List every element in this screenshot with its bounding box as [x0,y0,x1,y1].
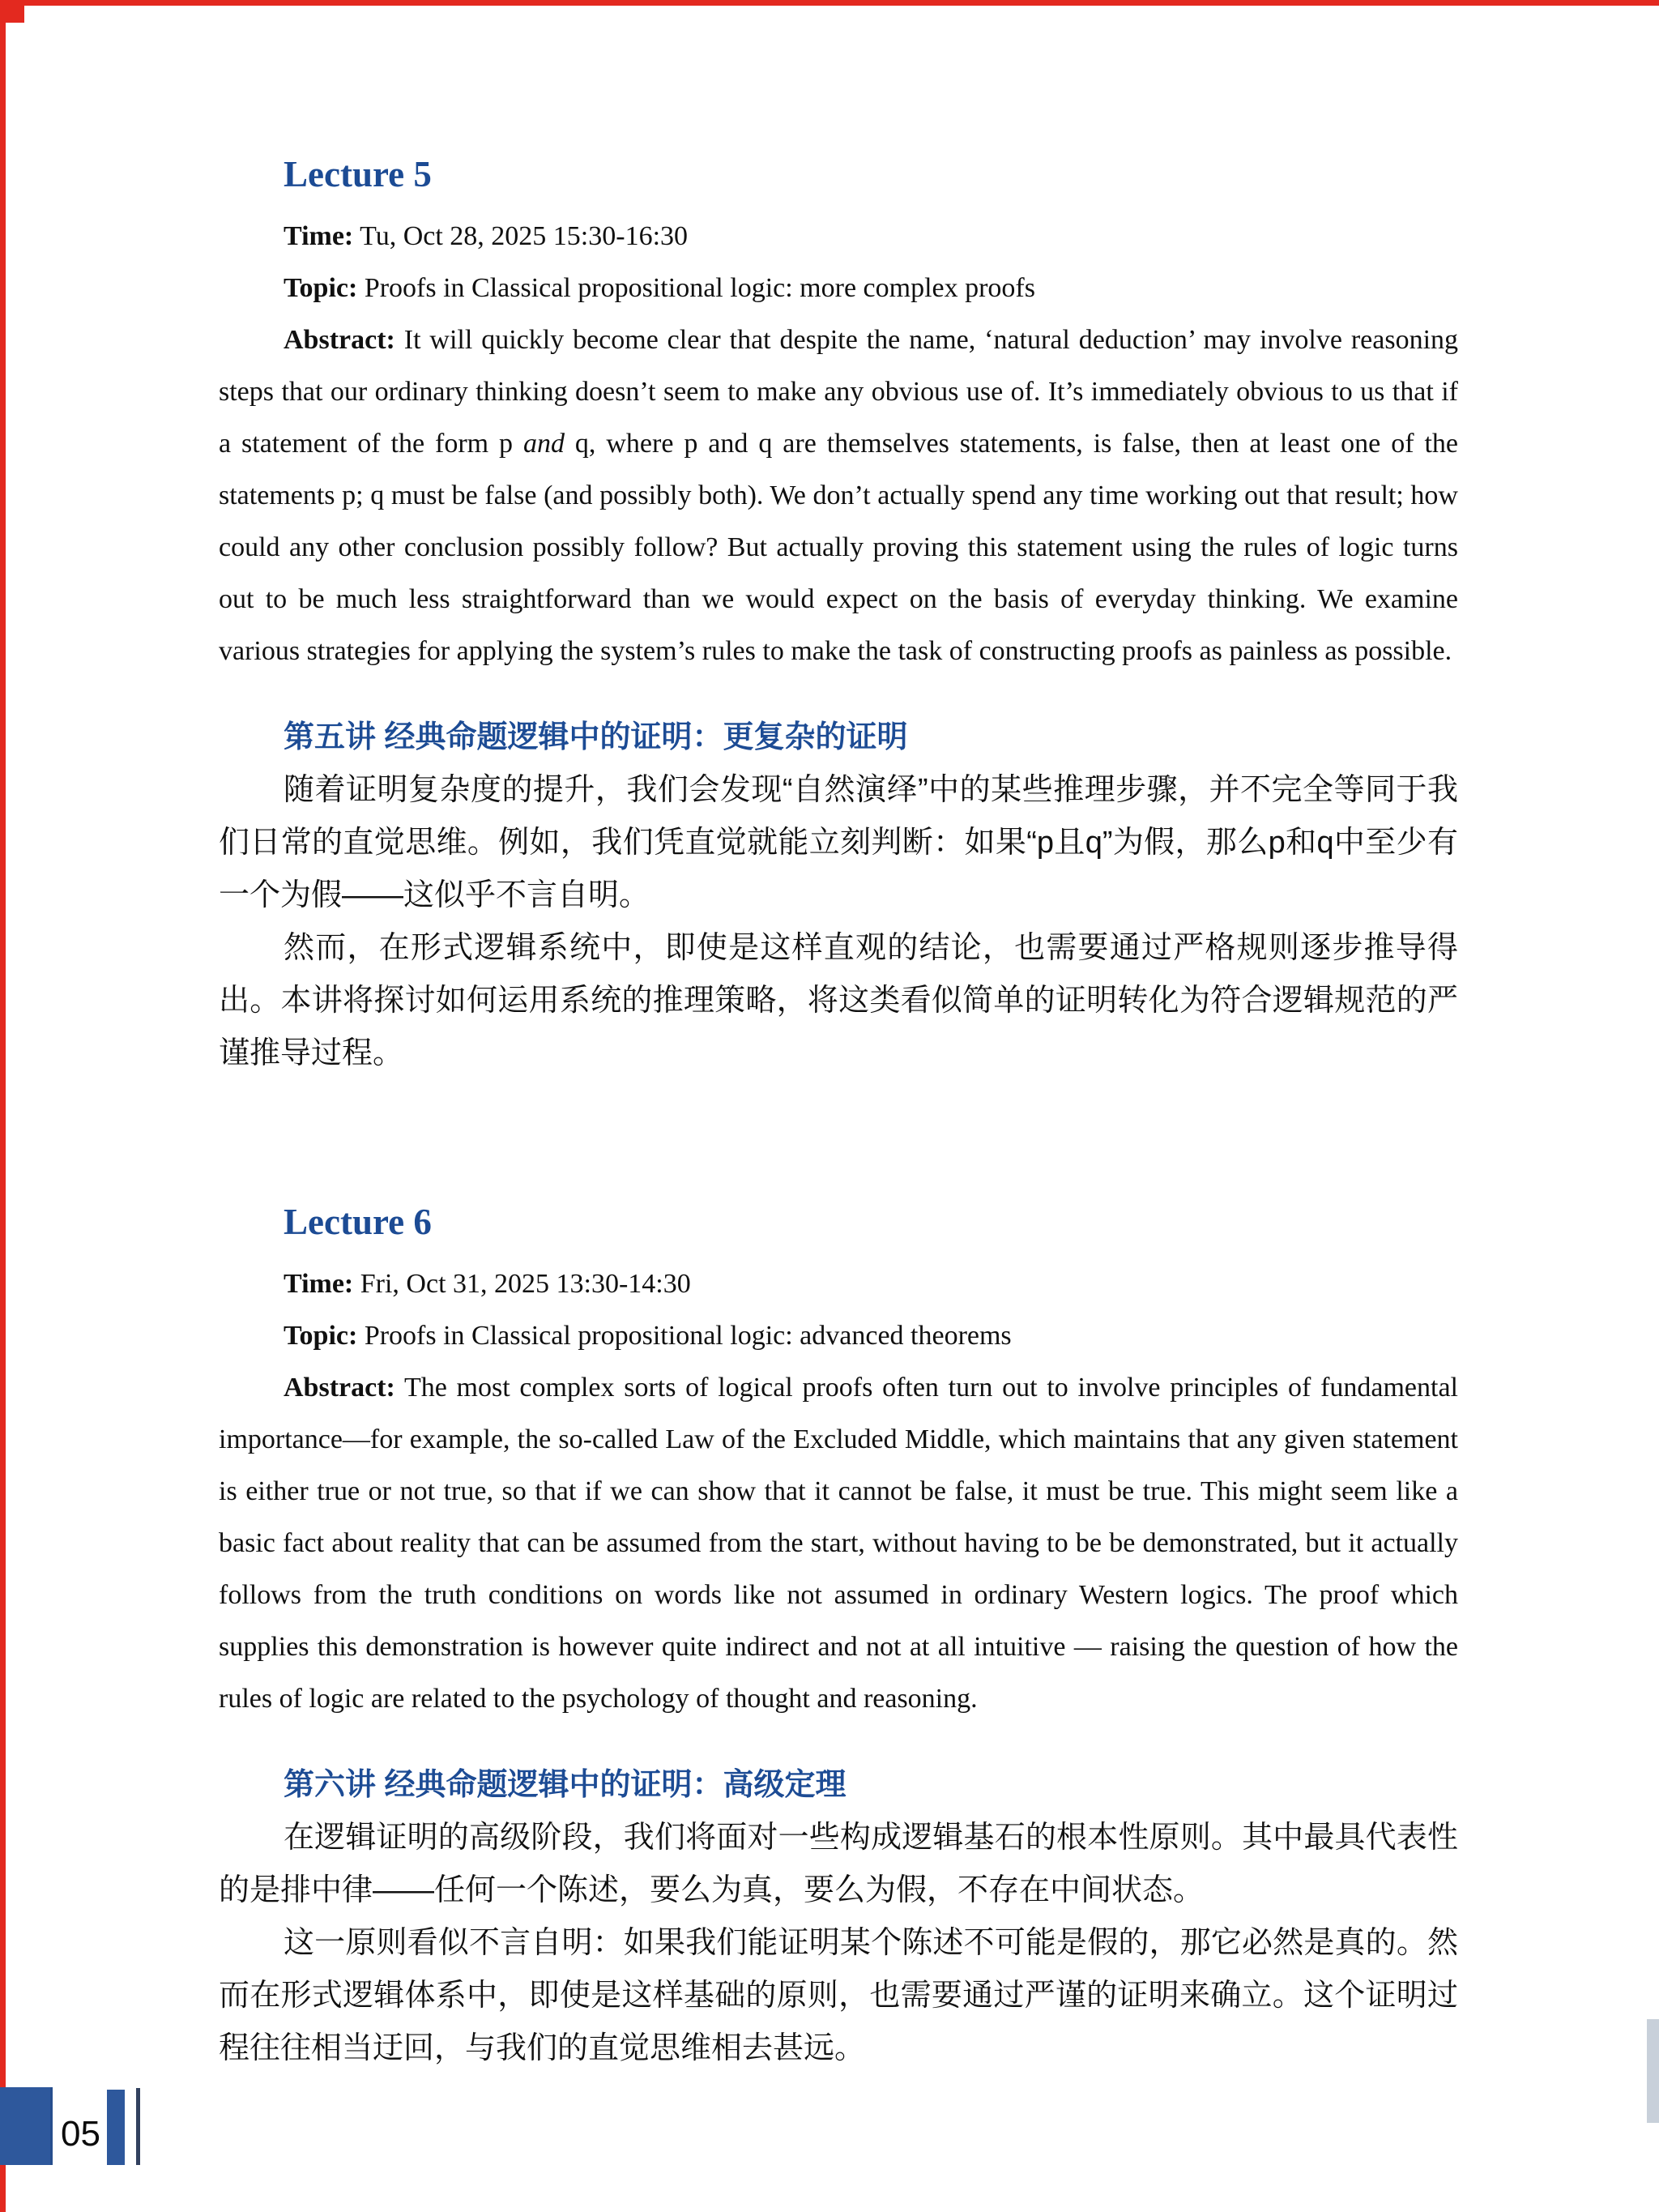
time-label: Time: [284,220,354,251]
page-footer [0,2087,140,2165]
lecture-6-abstract [219,1362,1458,1725]
lecture-5-cn-paragraph-1: 随着证明复杂度的提升，我们会发现“自然演绎”中的某些推理步骤，并不完全等同于我们日常的直觉思维。例如，我们凭直觉就能立刻判断：如果“p且q”为假，那么p和q中至少有一个为假——这似乎不言自明。 [219,772,1458,912]
lecture-6-cn-paragraph-1: 在逻辑证明的高级阶段，我们将面对一些构成逻辑基石的根本性原则。其中最具代表性的是排中律——任何一个陈述，要么为真，要么为假，不存在中间状态。 [219,1820,1458,1907]
topic-label: Topic: [284,1320,358,1351]
lecture-5-section [219,154,1458,1080]
lecture-5-time-line [284,211,1458,263]
right-edge-accent-bar [1647,2019,1659,2123]
footer-blue-bar [107,2090,125,2165]
topic-label: Topic: [284,272,358,303]
abstract-label: Abstract: [284,1372,395,1403]
lecture-5-abstract [219,314,1458,677]
topic-value: Proofs in Classical propositional logic: advanced theorems [364,1320,1012,1351]
time-value: Tu, Oct 28, 2025 15:30-16:30 [360,220,689,251]
lecture-5-cn-paragraph-2: 然而，在形式逻辑系统中，即使是这样直观的结论，也需要通过严格规则逐步推导得出。本讲将探讨如何运用系统的推理策略，将这类看似简单的证明转化为符合逻辑规范的严谨推导过程。 [219,930,1458,1070]
abstract-text: It will quickly become clear that despite the name, ‘natural deduction’ may involve reasoning steps that our ordinary thinking doesn’t seem to make any obvious use of. It’s immediately obvious to us that if a statement of the form p and q, where p and q are themselves statements, is false, then at least one of the statements p; q must be false (and possibly both). We don’t actually spend any time working out that result; how could any other conclusion possibly follow? But actually proving this statement using the rules of logic turns out to be much less straightforward than we would expect on the basis of everyday thinking. We examine various strategies for applying the system’s rules to make the task of constructing proofs as painless as possible. [219,324,1459,666]
lecture-6-topic-line [284,1310,1458,1362]
time-value: Fri, Oct 31, 2025 13:30-14:30 [360,1268,691,1299]
topic-value: Proofs in Classical propositional logic: more complex proofs [364,272,1035,303]
lecture-5-title: Lecture 5 [284,154,432,194]
abstract-text: The most complex sorts of logical proofs often turn out to involve principles of fundamental importance—for example, the so-called Law of the Excluded Middle, which maintains that any given statement is either true or not true, so that if we can show that it cannot be false, it must be true. This might seem like a basic fact about reality that can be assumed from the start, without having to be be demonstrated, but it actually follows from the truth conditions on words like not assumed in ordinary Western logics. The proof which supplies this demonstration is however quite indirect and not at all intuitive — raising the question of how the rules of logic are related to the psychology of thought and reasoning. [219,1372,1459,1714]
lecture-5-cn-heading: 第五讲 经典命题逻辑中的证明：更复杂的证明 [284,720,908,754]
footer-thin-line [136,2088,140,2165]
lecture-6-cn-paragraph-2: 这一原则看似不言自明：如果我们能证明某个陈述不可能是假的，那它必然是真的。然而在形式逻辑体系中，即使是这样基础的原则，也需要通过严谨的证明来确立。这个证明过程往往相当迂回，与我们的直觉思维相去甚远。 [219,1925,1458,2065]
lecture-5-topic-line [284,263,1458,314]
lecture-6-time-line [284,1258,1458,1310]
lecture-6-title: Lecture 6 [284,1201,432,1242]
page-number: 05 [61,2114,100,2154]
lecture-6-section [219,1202,1458,2075]
footer-blue-square [0,2087,53,2165]
abstract-label: Abstract: [284,324,395,355]
time-label: Time: [284,1268,354,1299]
lecture-6-cn-heading: 第六讲 经典命题逻辑中的证明：高级定理 [284,1767,847,1802]
